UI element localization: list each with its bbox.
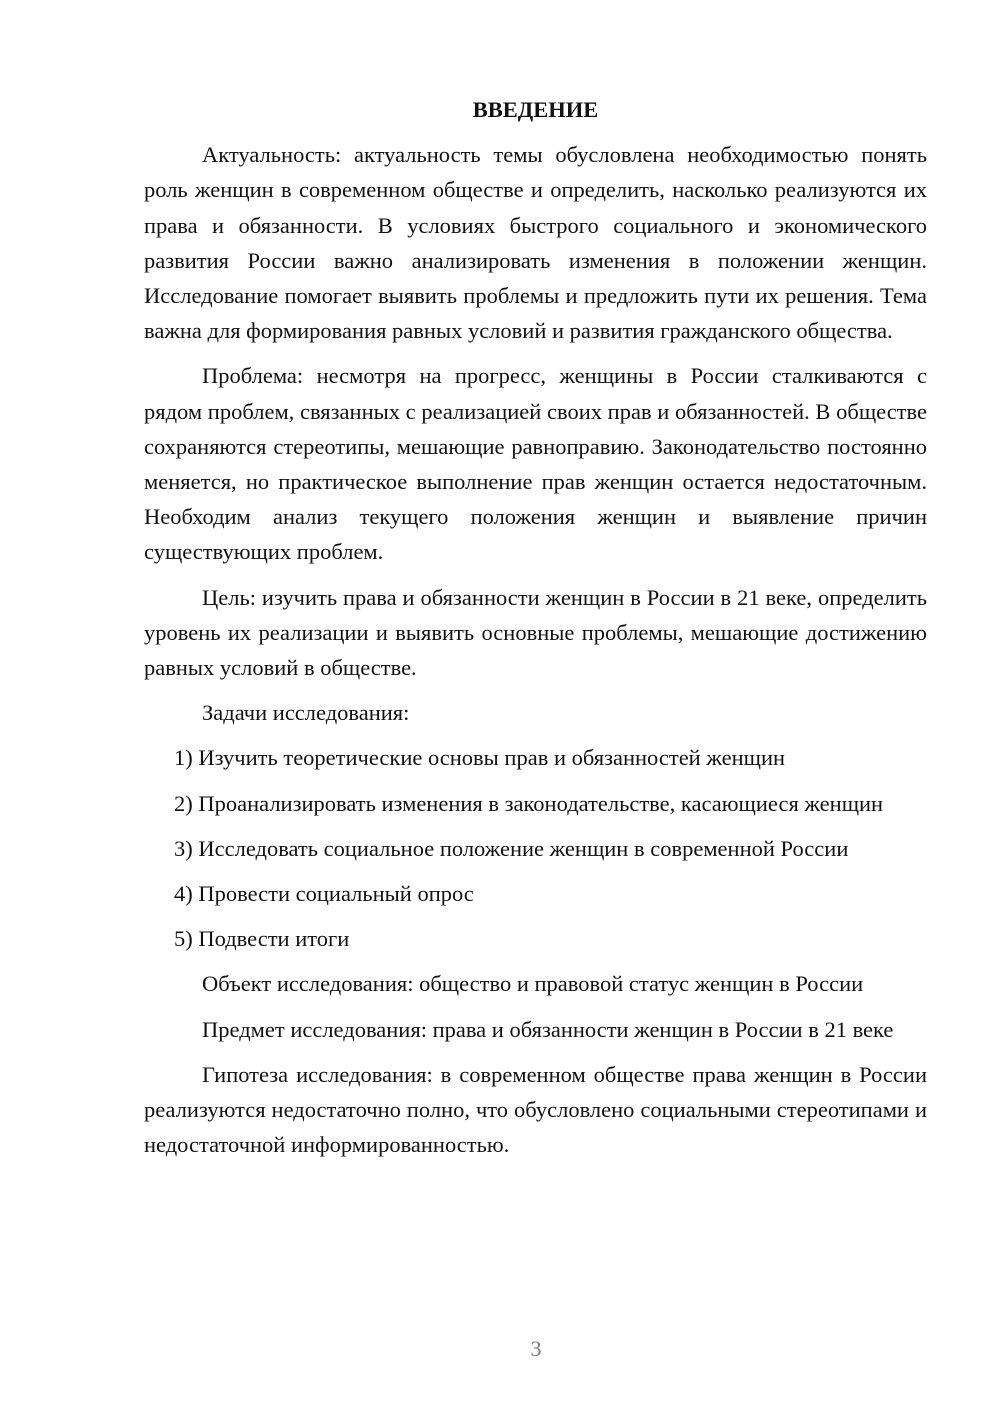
tasks-list [144, 740, 927, 956]
section-title: ВВЕДЕНИЕ [472, 97, 599, 122]
hypothesis-paragraph: Гипотеза исследования: в современном обществе права женщин в России реализуются недостаточно полно, что обусловлено социальными стереотипами и недостаточной информированностью. [144, 1061, 927, 1158]
task-item-4: 4) Провести социальный опрос [174, 881, 474, 907]
tasks-heading: Задачи исследования: [202, 700, 410, 726]
task-item-1: 1) Изучить теоретические основы прав и обязанностей женщин [174, 745, 786, 771]
task-item-2: 2) Проанализировать изменения в законодательстве, касающиеся женщин [174, 790, 884, 816]
task-item-3: 3) Исследовать социальное положение женщин в современной России [174, 835, 849, 861]
subject-paragraph: Предмет исследования: права и обязанности женщин в России в 21 веке [202, 1016, 894, 1042]
page-number: 3 [530, 1336, 542, 1361]
document-content [144, 92, 927, 1172]
task-item-5: 5) Подвести итоги [174, 926, 350, 952]
object-paragraph: Объект исследования: общество и правовой статус женщин в России [202, 971, 864, 997]
problem-paragraph: Проблема: несмотря на прогресс, женщины в России сталкиваются с рядом проблем, связанных с реализацией своих прав и обязанностей. В обществе сохраняются стереотипы, мешающие равноправию. Законодательство постоянно меняется, но практическое выполнение прав женщин остается недостаточным. Необходим анализ текущего положения женщин и выявление причин существующих проблем. [144, 363, 927, 565]
goal-paragraph: Цель: изучить права и обязанности женщин в России в 21 веке, определить уровень их реализации и выявить основные проблемы, мешающие достижению равных условий в обществе. [144, 584, 927, 681]
relevance-paragraph: Актуальность: актуальность темы обусловлена необходимостью понять роль женщин в современном обществе и определить, насколько реализуются их права и обязанности. В условиях быстрого социального и экономического развития России важно анализировать изменения в положении женщин. Исследование помогает выявить проблемы и предложить пути их решения. Тема важна для формирования равных условий и развития гражданского общества. [144, 142, 927, 344]
